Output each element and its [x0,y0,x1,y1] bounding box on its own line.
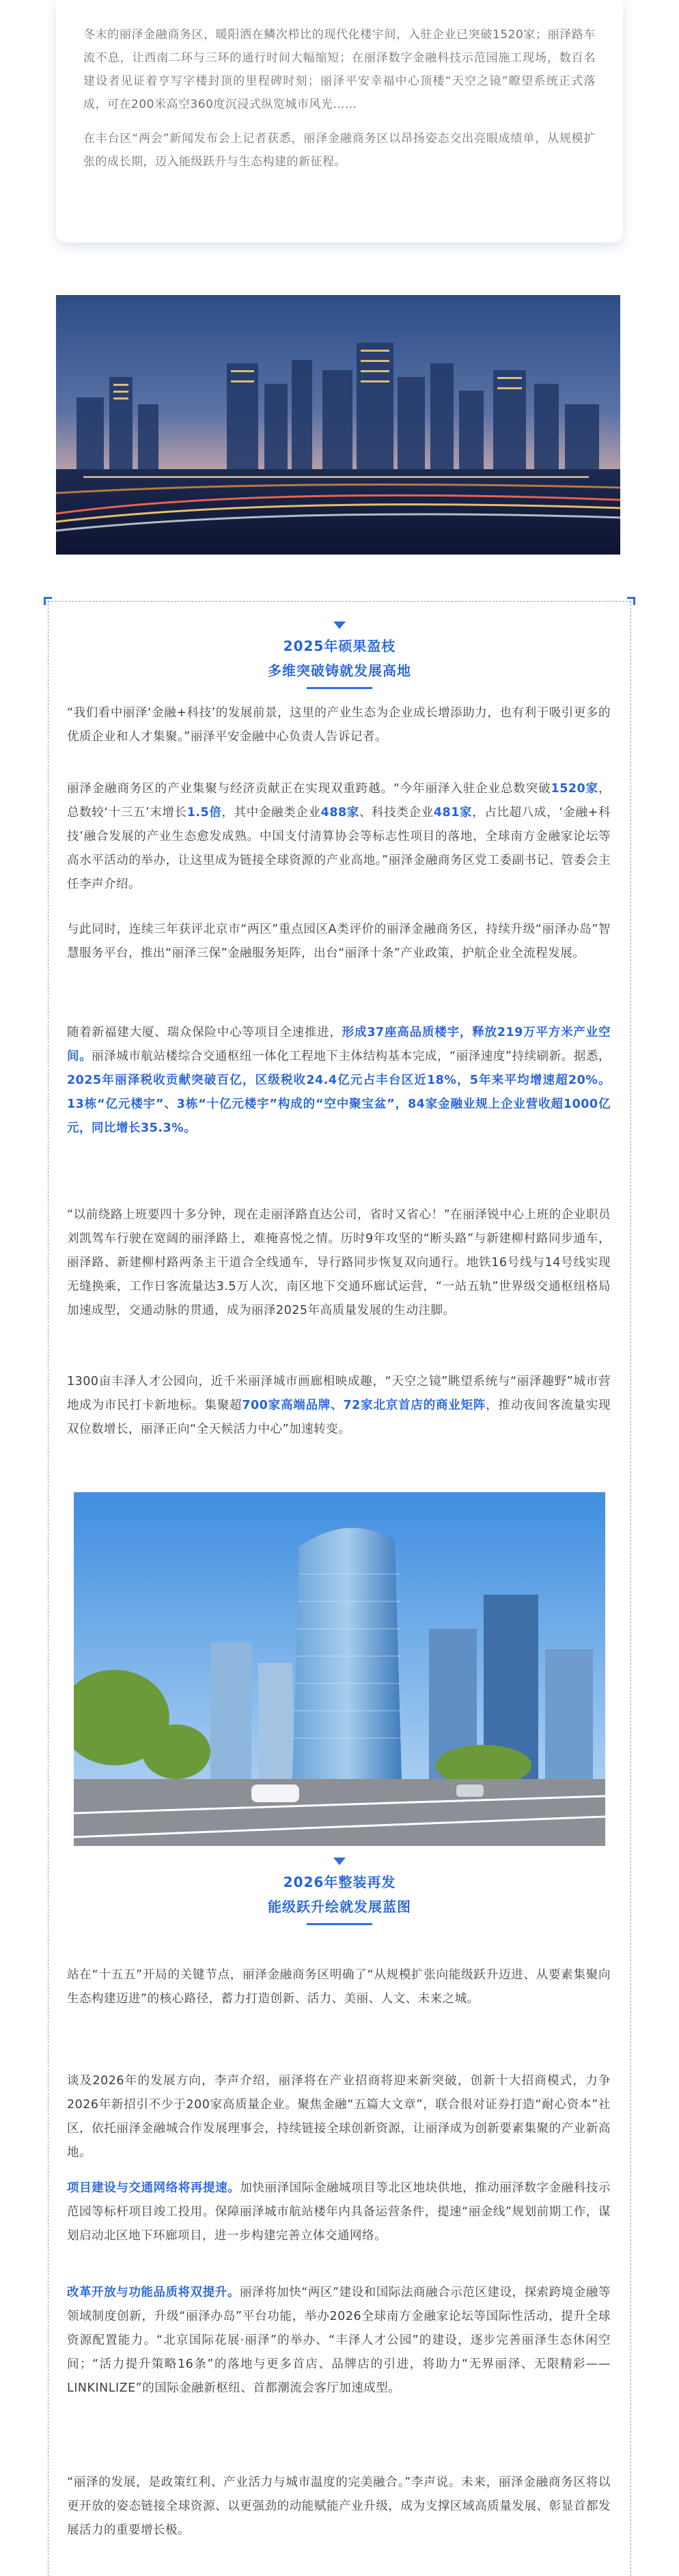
paragraph-text: 丽泽将加快“两区”建设和国际法商融合示范区建设，探索跨境金融等领域制度创新，升级“丽泽办岛”平台功能，举办2026全球南方金融家论坛等国际性活动，提升全球资源配置能力。“北京国际花展·丽泽”的举办、“丰泽人才公园”的建设，逐步完善丽泽生态休闲空间；“活力提升策略16条”的落地与更多首店、品牌店的引进，将助力“无界丽泽、无限精彩——LINKINLIZE”的国际金融新枢纽、首都潮流会客厅加速成型。 [67,2286,611,2395]
body-paragraph [67,777,611,897]
heading-line-1: 2025年硕果盈枝 [283,638,396,654]
heading-line-2: 能级跃升绘就发展蓝图 [268,1899,411,1915]
body-paragraph: “我们看中丽泽‘金融+科技’的发展前景，这里的产业生态为企业成长增添助力，也有利于吸引更多的优质企业和人才集聚。”丽泽平安金融中心负责人告诉记者。 [67,706,611,744]
highlight-number: 488家 [320,806,359,820]
heading-line-1: 2026年整装再发 [283,1874,396,1890]
paragraph-text: ，其中金融类企业 [221,806,321,820]
heading-underline [307,1923,372,1925]
paragraph-text: 随着新福建大厦、瑞众保险中心等项目全速推进， [67,1026,342,1039]
highlight-number: 481家 [433,806,473,820]
highlight-lead: 项目建设与交通网络将再提速。 [67,2181,240,2195]
body-paragraph [67,1021,611,1140]
body-paragraph: 谈及2026年的发展方向，李声介绍，丽泽将在产业招商将迎来新突破，创新十大招商模式，力争2026年新招引不少于200家高质量企业。聚焦金融“五篇大文章”，联合很对证券打造“耐心资本”社区，依托丽泽金融城合作发展理事会，持续链接全球创新资源，让丽泽成为创新要素集聚的产业新高地。 [67,2074,611,2159]
section-heading-2026 [48,1858,631,1925]
section-heading-2025 [48,621,631,689]
paragraph-text: 加快丽泽国际金融城项目等北区地块供地，推动丽泽数字金融科技示范园等标杆项目竣工投用。保障丽泽城市航站楼年内具备运营条件，提速“丽金线”规划前期工作，谋划启动北区地下环廊项目，进一步构建完善立体交通网络。 [67,2181,611,2243]
paragraph-text: ，推动夜间客流量实现双位数增长，丽泽正向“全天候活力中心”加速转变。 [67,1399,611,1436]
body-paragraph [67,2281,611,2400]
paragraph-text: 、科技类企业 [359,806,434,820]
intro-paragraph: 冬末的丽泽金融商务区，暖阳洒在鳞次栉比的现代化楼宇间，入驻企业已突破1520家；丽泽路车流不息，让西南二环与三环的通行时间大幅缩短；在丽泽数字金融科技示范园施工现场，数百名建设者见证着亨写字楼封顶的里程碑时刻；丽泽平安幸福中心顶楼“天空之镜”瞭望系统正式落成，可在200米高空360度沉浸式纵览城市风光…… [83,28,596,111]
frame-corner-top-left [44,597,52,605]
body-paragraph: 与此同时，连续三年获评北京市“两区”重点园区A类评价的丽泽金融商务区，持续升级“丽泽办岛”智慧服务平台，推出“丽泽三保”金融服务矩阵，出台“丽泽十条”产业政策，护航企业全流程发展。 [67,923,611,960]
daytime-towers-illustration [74,1492,605,1846]
highlight-number: 1.5倍 [186,806,222,820]
body-paragraph: “以前绕路上班要四十多分钟，现在走丽泽路直达公司，省时又省心！”在丽泽锐中心上班的企业职员刘凯驾车行驶在宽阔的丽泽路上，难掩喜悦之情。历时9年攻坚的“断头路”与新建柳村路同步通车，丽泽路、新建柳村路两条主干道合全线通车，导行路同步恢复双向通行。地铁16号线与14号线实现无缝换乘，工作日客流量达3.5万人次，南区地下交通环廊试运营，“一站五轨”世界级交通枢纽格局加速成型，交通动脉的贯通，成为丽泽2025年高质量发展的生动注脚。 [67,1208,611,1317]
paragraph-text: ，占比超八成，‘金融+科技’融合发展的产业生态愈发成熟。中国支付清算协会等标志性项目的落地，全球南方金融家论坛等高水平活动的举办，让这里成为链接全球资源的产业高地。”丽泽金融商务区党工委副书记、管委会主任李声介绍。 [67,806,611,891]
highlight-text: 700家高端品牌、72家北京首店的商业矩阵 [242,1399,486,1412]
heading-arrow [48,621,631,634]
frame-corner-top-right [627,597,635,605]
highlight-number: 1520家 [551,782,598,796]
paragraph-text: 1300亩丰泽人才公园向，近千米丽泽城市画廊相映成趣，“天空之镜”眺望系统与“丽泽趣野”城市营地成为市民打卡新地标。集聚超 [67,1375,611,1412]
arrow-down-icon [333,621,346,629]
arrow-down-icon [333,1858,346,1865]
highlight-lead: 改革开放与功能品质将双提升。 [67,2286,240,2299]
paragraph-text: 丽泽城市航站楼综合交通枢纽一体化工程地下主体结构基本完成，“丽泽速度”持续刷新。据悉， [92,1050,611,1063]
body-paragraph: 站在“十五五”开局的关键节点，丽泽金融商务区明确了“从规模扩张向能级跃升迈进、从要素集聚向生态构建迈进”的核心路径，蓄力打造创新、活力、美丽、人文、未来之城。 [67,1968,611,2006]
body-paragraph [67,1370,611,1442]
daytime-towers-photo [74,1492,605,1846]
highlight-text: 2025年丽泽税收贡献突破百亿，区级税收24.4亿元占丰台区近18%，5年来平均增速超20%。13栋“亿元楼宇”、3栋“十亿元楼宇”构成的“空中聚宝盆”，84家金融业规上企业营收超1000亿元，同比增长35.3%。 [67,1074,611,1135]
heading-underline [307,687,372,689]
heading-arrow [48,1858,631,1870]
body-paragraph [67,2176,611,2248]
night-skyline-illustration [56,295,620,555]
paragraph-text: 丽泽金融商务区的产业集聚与经济贡献正在实现双重跨越。“今年丽泽入驻企业总数突破 [67,782,551,796]
intro-card [56,0,623,242]
paragraph-text: ，总数较‘十三五’末增长 [67,782,611,820]
body-paragraph: “丽泽的发展，是政策红利、产业活力与城市温度的完美融合。”李声说。未来，丽泽金融商务区将以更开放的姿态链接全球资源、以更强劲的动能赋能产业升级，成为支撑区域高质量发展、彰显首都发展活力的重要增长极。 [67,2476,611,2537]
heading-line-2: 多维突破铸就发展高地 [268,662,411,679]
highlight-text: 形成37座高品质楼宇，释放219万平方米产业空间。 [67,1026,611,1063]
intro-paragraph: 在丰台区“两会”新闻发布会上记者获悉，丽泽金融商务区以昂扬姿态交出亮眼成绩单，从规模扩张的成长期，迈入能级跃升与生态构建的新征程。 [83,132,596,169]
night-skyline-photo [56,295,620,555]
